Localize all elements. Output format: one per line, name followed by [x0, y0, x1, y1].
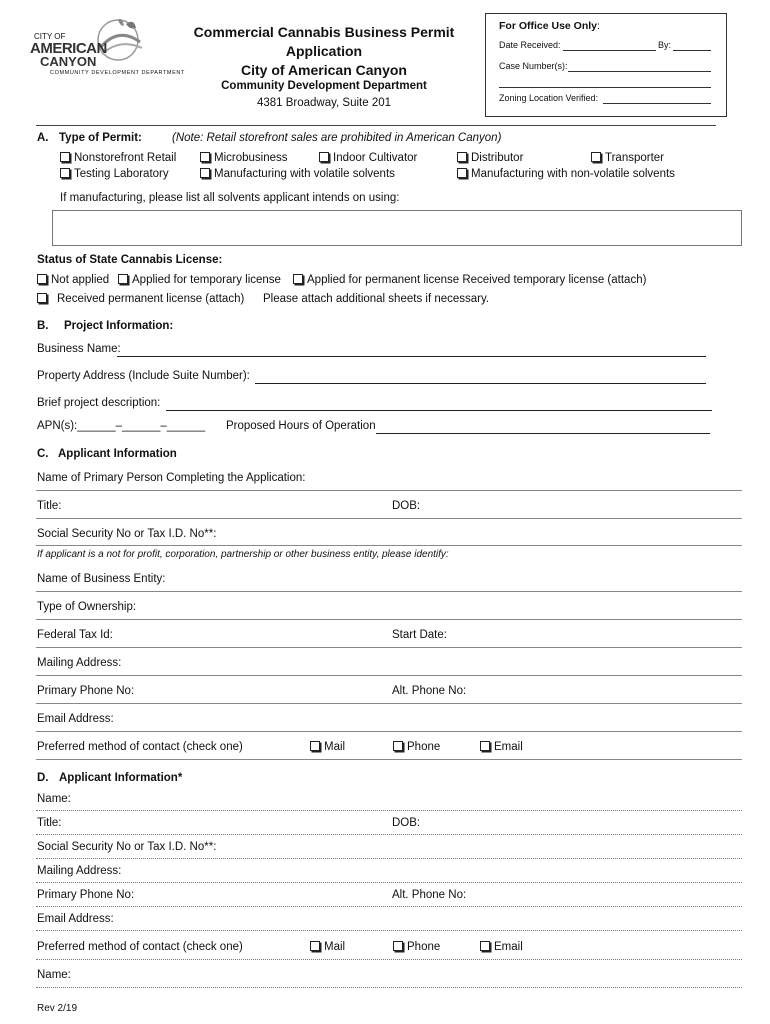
d-dob-label: DOB:	[392, 817, 421, 829]
federal-tax-field[interactable]	[36, 647, 742, 648]
checkbox[interactable]	[310, 941, 320, 951]
solvents-prompt: If manufacturing, please list all solvents applicant intends on using:	[60, 192, 400, 204]
title-label: Title:	[37, 500, 62, 512]
license-title: Status of State Cannabis License:	[37, 254, 223, 266]
city-logo	[30, 18, 185, 80]
checkbox[interactable]	[37, 293, 47, 303]
license-option[interactable]: Not applied	[37, 274, 109, 286]
zoning-line[interactable]	[603, 103, 711, 104]
section-a-note: (Note: Retail storefront sales are prohibited in American Canyon)	[172, 132, 502, 144]
date-received-line[interactable]	[563, 50, 656, 51]
brief-desc-field[interactable]	[166, 410, 712, 411]
section-d-label: Applicant Information*	[59, 772, 183, 784]
license-option[interactable]: Received permanent license (attach)	[37, 293, 244, 305]
office-title-colon: :	[597, 20, 600, 32]
d-contact-mail-option[interactable]: Mail	[310, 941, 345, 953]
checkbox[interactable]	[60, 168, 70, 178]
section-d-letter: D.	[37, 772, 49, 784]
section-c-label: Applicant Information	[58, 448, 177, 460]
alt-phone-label: Alt. Phone No:	[392, 685, 467, 697]
d-name2-field[interactable]	[36, 987, 742, 988]
primary-phone-label: Primary Phone No:	[37, 685, 135, 697]
title-dob-field[interactable]	[36, 518, 742, 519]
case-numbers-line-2[interactable]	[499, 87, 711, 88]
d-contact-email-option[interactable]: Email	[480, 941, 523, 953]
d-title-field[interactable]	[36, 834, 742, 835]
checkbox[interactable]	[457, 152, 467, 162]
date-received-label: Date Received:	[499, 40, 561, 50]
d-email-label: Email Address:	[37, 913, 114, 925]
brief-desc-label: Brief project description:	[37, 397, 161, 409]
d-mailing-field[interactable]	[36, 882, 742, 883]
contact-pref-rule	[36, 759, 742, 760]
property-address-label: Property Address (Include Suite Number):	[37, 370, 250, 382]
page-title-2: Application	[285, 43, 363, 59]
d-contact-pref-label: Preferred method of contact (check one)	[37, 941, 243, 953]
office-use-box	[485, 13, 727, 117]
property-address-field[interactable]	[255, 383, 706, 384]
checkbox[interactable]	[310, 741, 320, 751]
primary-person-label: Name of Primary Person Completing the Application:	[37, 472, 306, 484]
license-note: Please attach additional sheets if necessary.	[263, 293, 490, 305]
business-name-label: Business Name:	[37, 343, 121, 355]
permit-option[interactable]: Transporter	[591, 152, 664, 164]
entity-name-label: Name of Business Entity:	[37, 573, 166, 585]
by-label: By:	[658, 40, 672, 50]
checkbox[interactable]	[293, 274, 303, 284]
section-a-label: Type of Permit:	[59, 132, 142, 144]
checkbox[interactable]	[480, 941, 490, 951]
d-name2-label: Name:	[37, 969, 71, 981]
header-divider	[36, 125, 716, 126]
d-mailing-label: Mailing Address:	[37, 865, 122, 877]
dept-address: 4381 Broadway, Suite 201	[256, 97, 392, 109]
permit-option[interactable]: Distributor	[457, 152, 523, 164]
d-phone-field[interactable]	[36, 906, 742, 907]
checkbox[interactable]	[200, 168, 210, 178]
permit-option[interactable]: Manufacturing with volatile solvents	[200, 168, 395, 180]
permit-option[interactable]: Microbusiness	[200, 152, 288, 164]
permit-option[interactable]: Manufacturing with non-volatile solvents	[457, 168, 675, 180]
logo-line3: CANYON	[40, 54, 97, 69]
checkbox[interactable]	[60, 152, 70, 162]
page-title-1: Commercial Cannabis Business Permit	[193, 24, 455, 40]
d-ssn-field[interactable]	[36, 858, 742, 859]
solvents-input[interactable]	[52, 210, 742, 246]
license-option[interactable]: Applied for permanent license Received temporary license (attach)	[293, 274, 646, 286]
logo-line1: CITY OF	[34, 32, 66, 41]
ownership-label: Type of Ownership:	[37, 601, 137, 613]
checkbox[interactable]	[393, 941, 403, 951]
ownership-field[interactable]	[36, 619, 742, 620]
page-title-3: City of American Canyon	[241, 62, 407, 78]
checkbox[interactable]	[480, 741, 490, 751]
d-primary-phone-label: Primary Phone No:	[37, 889, 135, 901]
ssn-field[interactable]	[36, 545, 742, 546]
permit-option[interactable]: Indoor Cultivator	[319, 152, 417, 164]
dob-label: DOB:	[392, 500, 421, 512]
contact-phone-option[interactable]: Phone	[393, 741, 440, 753]
checkbox[interactable]	[37, 274, 47, 284]
section-b-label: Project Information:	[64, 320, 174, 332]
by-line[interactable]	[673, 50, 711, 51]
office-title: For Office Use Only	[499, 20, 598, 32]
d-name-label: Name:	[37, 793, 71, 805]
section-a-letter: A.	[37, 132, 49, 144]
zoning-label: Zoning Location Verified:	[499, 93, 599, 103]
email-field[interactable]	[36, 731, 742, 732]
entity-note: If applicant is a not for profit, corporation, partnership or other business entity, please identify:	[37, 549, 449, 560]
mailing-label: Mailing Address:	[37, 657, 122, 669]
d-contact-phone-option[interactable]: Phone	[393, 941, 440, 953]
case-numbers-line[interactable]	[568, 71, 711, 72]
apn-field[interactable]: APN(s):______–______–______	[37, 420, 206, 432]
checkbox[interactable]	[457, 168, 467, 178]
mailing-field[interactable]	[36, 675, 742, 676]
checkbox[interactable]	[591, 152, 601, 162]
section-b-letter: B.	[37, 320, 49, 332]
phone-field[interactable]	[36, 703, 742, 704]
contact-email-option[interactable]: Email	[480, 741, 523, 753]
section-c-letter: C.	[37, 448, 49, 460]
business-name-field[interactable]	[117, 356, 706, 357]
primary-person-field[interactable]	[36, 490, 742, 491]
d-title-label: Title:	[37, 817, 62, 829]
d-name-field[interactable]	[36, 810, 742, 811]
d-email-field[interactable]	[36, 930, 742, 931]
logo-line4: COMMUNITY DEVELOPMENT DEPARTMENT	[50, 70, 185, 76]
hours-field[interactable]	[376, 433, 710, 434]
checkbox[interactable]	[393, 741, 403, 751]
d-contact-rule	[36, 959, 742, 960]
ssn-label: Social Security No or Tax I.D. No**:	[37, 528, 217, 540]
federal-tax-label: Federal Tax Id:	[37, 629, 113, 641]
logo-line2: AMERICAN	[30, 40, 107, 57]
dept-name: Community Development Department	[221, 80, 427, 92]
hours-label: Proposed Hours of Operation	[226, 420, 376, 432]
d-alt-phone-label: Alt. Phone No:	[392, 889, 467, 901]
checkbox[interactable]	[319, 152, 329, 162]
revision-label: Rev 2/19	[37, 1003, 78, 1014]
case-numbers-label: Case Number(s):	[499, 61, 568, 71]
permit-option[interactable]: Testing Laboratory	[60, 168, 169, 180]
start-date-label: Start Date:	[392, 629, 447, 641]
contact-mail-option[interactable]: Mail	[310, 741, 345, 753]
permit-option[interactable]: Nonstorefront Retail	[60, 152, 176, 164]
license-option[interactable]: Applied for temporary license	[118, 274, 281, 286]
checkbox[interactable]	[118, 274, 128, 284]
contact-pref-label: Preferred method of contact (check one)	[37, 741, 243, 753]
d-ssn-label: Social Security No or Tax I.D. No**:	[37, 841, 217, 853]
checkbox[interactable]	[200, 152, 210, 162]
entity-name-field[interactable]	[36, 591, 742, 592]
email-label: Email Address:	[37, 713, 114, 725]
